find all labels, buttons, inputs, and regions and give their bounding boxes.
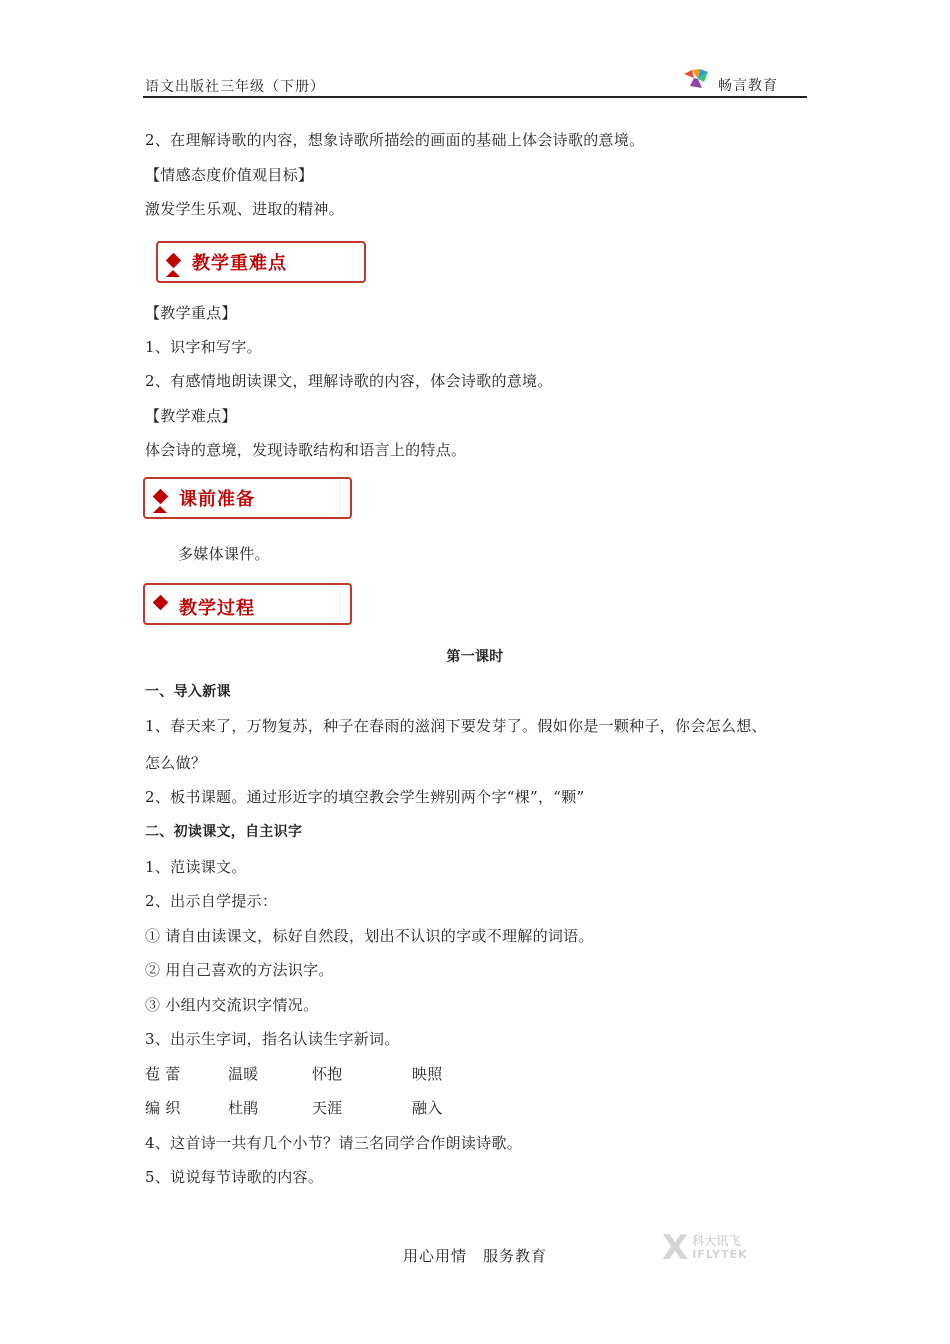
vocab-word: 杜鹃: [228, 1099, 259, 1117]
text-line: 2、有感情地朗读课文，理解诗歌的内容，体会诗歌的意境。: [145, 372, 553, 390]
bird-logo-icon: [682, 68, 712, 96]
text-line: 多媒体课件。: [178, 545, 270, 563]
text-line: 激发学生乐观、进取的精神。: [145, 200, 344, 218]
diamond-icon: [153, 489, 169, 505]
text-line: 2、出示自学提示：: [145, 892, 278, 910]
iflytek-watermark: [662, 1228, 748, 1268]
vocab-word: 苞 蕾: [145, 1065, 181, 1083]
diamond-icon: [166, 253, 182, 269]
watermark-en: IFLYTEK: [692, 1248, 748, 1261]
text-line: 【教学重点】: [145, 304, 237, 322]
vocab-word: 融入: [412, 1099, 443, 1117]
text-line: 5、说说每节诗歌的内容。: [145, 1168, 324, 1186]
text-line: ③ 小组内交流识字情况。: [145, 996, 319, 1014]
section-heading-process: [143, 583, 352, 625]
header-publisher: 语文出版社三年级（下册）: [145, 79, 325, 95]
text-line: ① 请自由读课文，标好自然段，划出不认识的字或不理解的词语。: [145, 927, 594, 945]
text-line: 怎么做？: [145, 754, 207, 772]
text-line: 【教学难点】: [145, 407, 237, 425]
vocab-word: 天涯: [312, 1099, 343, 1117]
text-line: 4、这首诗一共有几个小节？请三名同学合作朗读诗歌。: [145, 1134, 523, 1152]
text-line: 【情感态度价值观目标】: [145, 166, 314, 184]
header-divider: [143, 96, 807, 98]
section-heading-preparation: [143, 477, 352, 519]
subheading: 二、初读课文，自主识字: [145, 824, 303, 840]
iflytek-logo-icon: X: [662, 1228, 689, 1268]
vocab-word: 映照: [412, 1065, 443, 1083]
vocab-word: 怀抱: [312, 1065, 343, 1083]
footer-slogan: 用心用情 服务教育: [402, 1247, 547, 1265]
section-title: 教学过程: [179, 598, 255, 619]
section-title: 教学重难点: [192, 253, 287, 274]
text-line: 3、出示生字词，指名认读生字新词。: [145, 1030, 400, 1048]
text-line: 1、范读课文。: [145, 858, 247, 876]
lesson-title: 第一课时: [446, 649, 504, 665]
section-heading-key-points: [156, 241, 366, 283]
subheading: 一、导入新课: [145, 684, 231, 700]
text-line: 体会诗的意境，发现诗歌结构和语言上的特点。: [145, 441, 467, 459]
triangle-icon: [153, 506, 167, 513]
brand-name: 畅言教育: [718, 78, 778, 94]
section-title: 课前准备: [179, 489, 255, 510]
watermark-cn: 科大讯飞: [692, 1234, 741, 1248]
text-line: 1、春天来了，万物复苏，种子在春雨的滋润下要发芽了。假如你是一颗种子，你会怎么想、: [145, 717, 767, 735]
text-line: 1、识字和写字。: [145, 338, 262, 356]
diamond-icon: [153, 595, 169, 611]
vocab-word: 温暖: [228, 1065, 259, 1083]
header-brand-block: [682, 68, 778, 96]
triangle-icon: [166, 270, 180, 277]
text-line: 2、板书课题。通过形近字的填空教会学生辨别两个字“棵”，“颗”: [145, 788, 585, 806]
vocab-word: 编 织: [145, 1099, 181, 1117]
text-line: ② 用自己喜欢的方法识字。: [145, 961, 334, 979]
text-line: 2、在理解诗歌的内容，想象诗歌所描绘的画面的基础上体会诗歌的意境。: [145, 131, 645, 149]
